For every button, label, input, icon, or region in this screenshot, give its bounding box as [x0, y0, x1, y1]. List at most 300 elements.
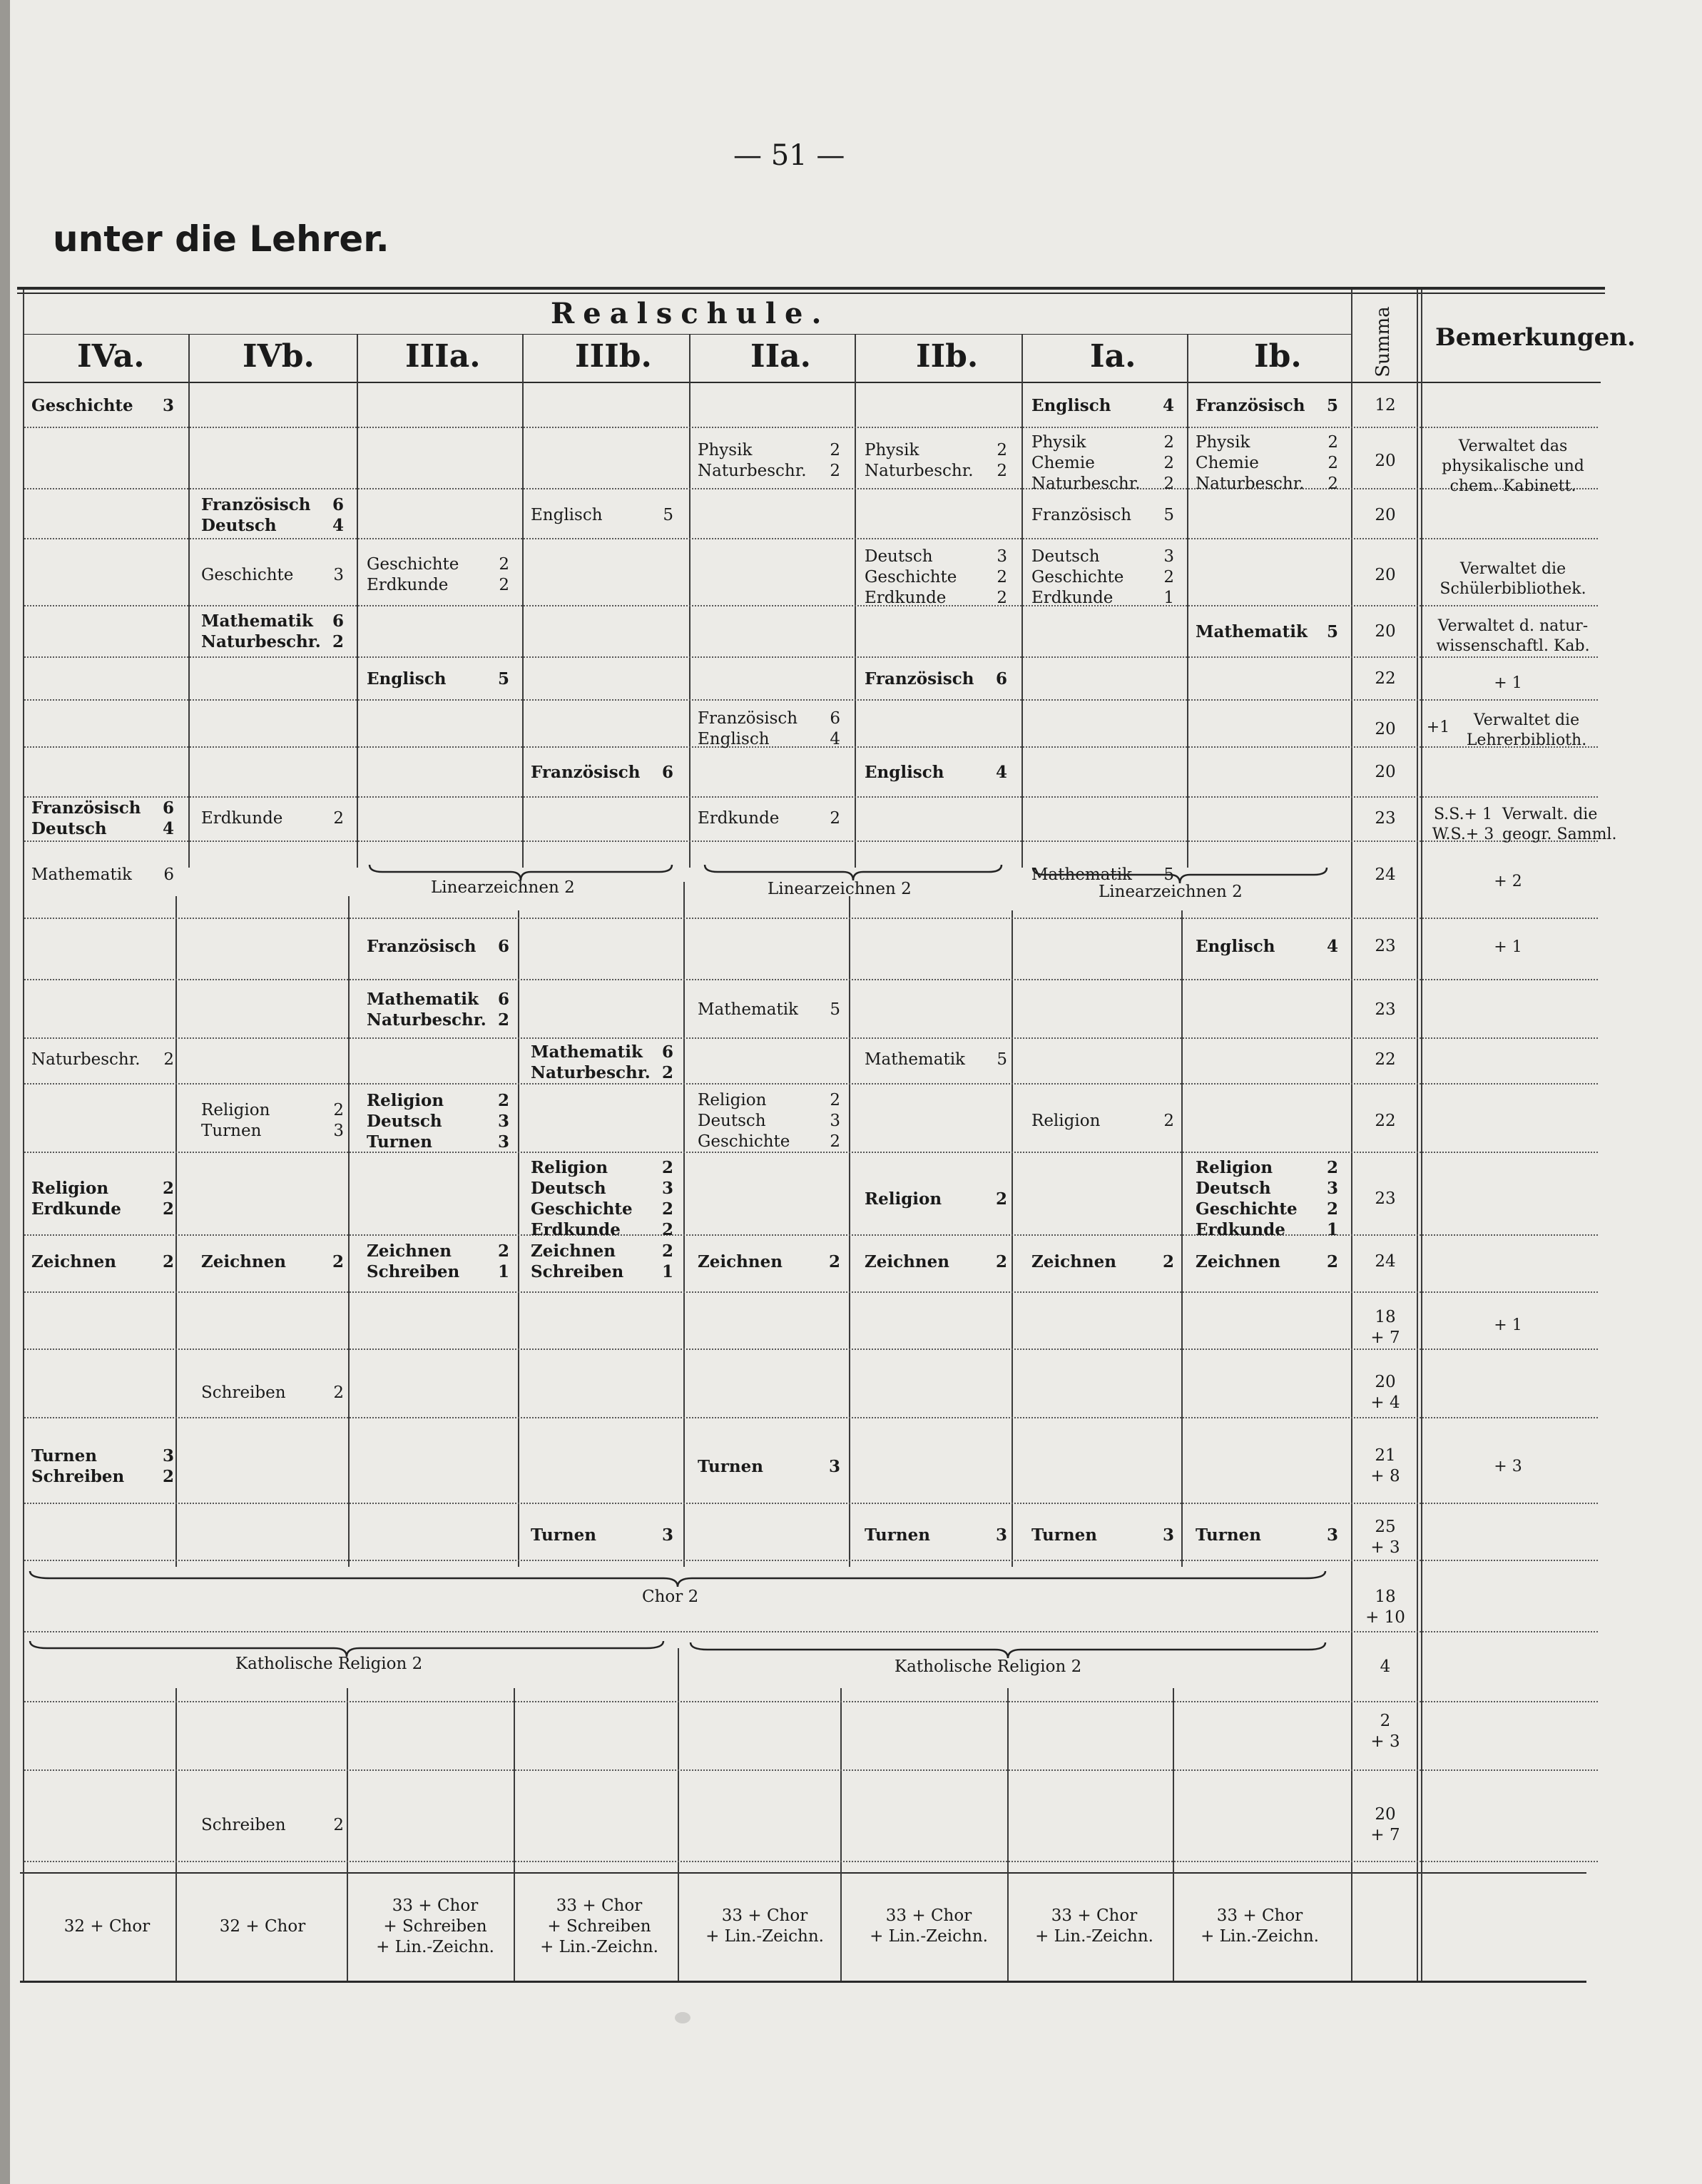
- summa-line: 24: [1375, 1251, 1396, 1271]
- subject-entry: [1196, 474, 1338, 494]
- hours-count: 6: [332, 495, 344, 514]
- hours-count: 6: [162, 798, 174, 818]
- summa-value: [1355, 1050, 1415, 1070]
- cell-IVb: [201, 1100, 344, 1142]
- hours-count: 5: [497, 669, 509, 689]
- col-line-1b: [175, 896, 177, 1567]
- remark: [1472, 872, 1544, 892]
- subject-name: Naturbeschr.: [865, 462, 974, 480]
- subject-name: Turnen: [865, 1525, 930, 1545]
- summa-value: [1355, 505, 1415, 526]
- subject-entry: [698, 1000, 840, 1020]
- cell-IIb: [865, 1050, 1007, 1070]
- cell-Ia: [1031, 505, 1174, 526]
- summa-value: [1355, 1307, 1415, 1349]
- subject-name: Religion: [531, 1158, 608, 1177]
- hours-count: 2: [661, 1158, 673, 1177]
- subject-entry: [367, 554, 509, 575]
- hours-count: 2: [333, 1383, 344, 1402]
- row-separator: [24, 1560, 1598, 1561]
- subject-name: Deutsch: [201, 516, 277, 535]
- subject-entry: [201, 1251, 344, 1272]
- summa-line: 4: [1380, 1657, 1391, 1676]
- subject-entry: [865, 1189, 1007, 1209]
- hours-count: 2: [497, 1090, 509, 1110]
- hours-count: 3: [995, 1525, 1007, 1545]
- brace-kath-1: [29, 1640, 665, 1658]
- subject-name: Englisch: [698, 730, 770, 748]
- summa-value: [1355, 1000, 1415, 1020]
- hours-count: 2: [995, 1251, 1007, 1271]
- hours-count: 2: [333, 1815, 344, 1834]
- hours-count: 2: [1163, 568, 1174, 586]
- subject-entry: [1196, 1199, 1338, 1219]
- remark: [1472, 1457, 1544, 1477]
- remark: [1472, 938, 1544, 958]
- row-separator: [24, 1417, 1598, 1418]
- cell-IIb: [865, 440, 1007, 482]
- subject-name: Physik: [1031, 433, 1086, 452]
- summa-line: 24: [1375, 865, 1396, 884]
- subject-entry: [1196, 1157, 1338, 1178]
- cell-Ib: [1196, 432, 1338, 494]
- cell-IIIb: [531, 1157, 673, 1240]
- subject-entry: [31, 865, 174, 885]
- subject-name: Deutsch: [865, 547, 933, 566]
- total-line: + Lin.-Zeichn.: [705, 1927, 824, 1946]
- cell-Ia: [1031, 395, 1174, 416]
- cell-IIb: [865, 762, 1007, 783]
- summa-value: [1355, 719, 1415, 740]
- hours-count: 3: [828, 1456, 840, 1476]
- hours-count: 4: [995, 762, 1007, 782]
- subject-name: Turnen: [531, 1525, 596, 1545]
- hours-count: 3: [162, 395, 174, 415]
- subject-entry: [1031, 474, 1174, 494]
- subject-name: Zeichnen: [31, 1251, 116, 1271]
- subject-name: Französisch: [698, 709, 798, 728]
- remark: [1424, 825, 1502, 845]
- hours-count: 3: [162, 1446, 174, 1466]
- class-header-Ia: Ia.: [1090, 338, 1136, 375]
- row-separator: [24, 1291, 1598, 1293]
- cell-IIb: [865, 1251, 1007, 1272]
- subject-entry: [1031, 1525, 1174, 1545]
- subject-entry: [367, 1261, 509, 1282]
- subject-entry: [31, 1199, 174, 1219]
- remark-line: + 2: [1494, 873, 1522, 890]
- subject-name: Französisch: [865, 669, 974, 689]
- row-separator: [24, 488, 1598, 489]
- remark-line: + 1: [1494, 1316, 1522, 1334]
- subject-name: Deutsch: [531, 1179, 606, 1198]
- col-line-6a: [1021, 334, 1023, 868]
- col-line-4c: [678, 1648, 679, 1981]
- cell-IVa: [31, 865, 174, 885]
- cell-IIb: [865, 669, 1007, 689]
- subject-name: Religion: [1196, 1158, 1273, 1177]
- hours-count: 2: [661, 1241, 673, 1261]
- hours-count: 1: [1326, 1220, 1338, 1239]
- hours-count: 2: [997, 568, 1007, 586]
- subject-name: Zeichnen: [1196, 1251, 1280, 1271]
- cell-IIa: [698, 1251, 840, 1272]
- group-title-rule: [23, 334, 1351, 335]
- page-number: — 51 —: [733, 139, 845, 172]
- remark-line: +1: [1426, 718, 1450, 736]
- cell-IIa: [698, 808, 840, 829]
- remark-line: W.S.+ 3: [1432, 826, 1494, 843]
- subject-name: Geschichte: [31, 395, 133, 415]
- remark: [1472, 674, 1544, 694]
- remark-line: Verwaltet das: [1458, 437, 1568, 455]
- remark-line: + 1: [1494, 938, 1522, 956]
- row-separator: [24, 1037, 1598, 1039]
- cell-Ib: [1196, 1525, 1338, 1545]
- col-line-5a: [855, 334, 856, 868]
- hours-count: 2: [1162, 1251, 1174, 1271]
- subject-entry: [1031, 1251, 1174, 1272]
- subject-entry: [698, 440, 840, 461]
- subject-name: Geschichte: [201, 565, 294, 584]
- subject-name: Naturbeschr.: [698, 462, 807, 480]
- subject-entry: [31, 1178, 174, 1199]
- summa-value: [1355, 565, 1415, 586]
- subject-name: Zeichnen: [201, 1251, 286, 1271]
- hours-count: 2: [828, 1251, 840, 1271]
- subject-name: Französisch: [31, 798, 141, 818]
- subject-entry: [1031, 395, 1174, 416]
- hours-count: 2: [332, 1251, 344, 1271]
- summa-value: [1355, 395, 1415, 416]
- subject-entry: [1031, 567, 1174, 588]
- subject-name: Französisch: [367, 936, 477, 956]
- remark: [1424, 559, 1602, 599]
- subject-name: Physik: [698, 441, 753, 459]
- subject-entry: [1031, 505, 1174, 526]
- subject-entry: [367, 1010, 509, 1030]
- summa-value: [1355, 1251, 1415, 1272]
- hours-count: 3: [661, 1525, 673, 1545]
- subject-entry: [201, 515, 344, 536]
- weekly-total: [184, 1916, 341, 1937]
- col-line-4a: [689, 334, 691, 868]
- col-line-6c: [1007, 1688, 1009, 1981]
- subject-name: Geschichte: [367, 555, 459, 574]
- hours-count: 6: [661, 762, 673, 782]
- hours-count: 5: [830, 1000, 840, 1019]
- row-separator: [24, 1769, 1598, 1771]
- subject-entry: [865, 547, 1007, 567]
- col-line-1a: [188, 334, 190, 868]
- weekly-total: [850, 1906, 1007, 1947]
- summa-value: [1355, 1111, 1415, 1132]
- cell-IIb: [865, 1189, 1007, 1209]
- weekly-total: [29, 1916, 185, 1937]
- subject-entry: [531, 1157, 673, 1178]
- row-separator: [24, 796, 1598, 798]
- subject-entry: [201, 631, 344, 652]
- summa-value: [1355, 1804, 1415, 1846]
- summa-line: + 8: [1370, 1467, 1400, 1485]
- summa-line: 20: [1375, 621, 1396, 641]
- subject-entry: [201, 494, 344, 515]
- subject-name: Französisch: [1196, 395, 1305, 415]
- col-line-3b: [518, 910, 519, 1567]
- subject-entry: [31, 1251, 174, 1272]
- row-separator: [24, 656, 1598, 658]
- cell-IIIa: [367, 1090, 509, 1152]
- summa-line-left: [1351, 290, 1352, 1981]
- col-line-4b: [683, 882, 685, 1567]
- hours-count: 6: [995, 669, 1007, 689]
- cell-IIIb: [531, 1525, 673, 1545]
- hours-count: 4: [162, 819, 174, 838]
- subject-entry: [1031, 588, 1174, 609]
- summa-line: 20: [1375, 565, 1396, 584]
- row-separator: [24, 1861, 1598, 1862]
- remark: [1424, 805, 1502, 825]
- hours-count: 5: [997, 1050, 1007, 1069]
- hours-count: 6: [332, 611, 344, 631]
- summa-value: [1355, 1657, 1415, 1677]
- remark: [1502, 805, 1598, 825]
- hours-count: 2: [1163, 1111, 1174, 1130]
- hours-count: 4: [332, 516, 344, 535]
- hours-count: 5: [1326, 621, 1338, 641]
- hours-count: 2: [333, 1101, 344, 1119]
- subject-name: Naturbeschr.: [201, 632, 321, 651]
- summa-line: 25: [1375, 1518, 1396, 1536]
- summa-value: [1355, 621, 1415, 642]
- subject-entry: [698, 708, 840, 729]
- hours-count: 2: [661, 1063, 673, 1082]
- subject-name: Englisch: [367, 669, 447, 689]
- subject-name: Zeichnen: [531, 1241, 616, 1261]
- cell-IVa: [31, 798, 174, 839]
- subject-name: Religion: [31, 1179, 109, 1198]
- subject-name: Naturbeschr.: [1031, 474, 1141, 493]
- subject-name: Erdkunde: [31, 1199, 121, 1219]
- col-line-6b: [1011, 910, 1013, 1567]
- hours-count: 4: [1326, 936, 1338, 956]
- summa-value: [1355, 865, 1415, 885]
- subject-name: Deutsch: [31, 819, 107, 838]
- subject-name: Zeichnen: [865, 1251, 949, 1271]
- cell-IIIb: [531, 1042, 673, 1083]
- row-separator: [24, 605, 1598, 606]
- subject-entry: [367, 1132, 509, 1152]
- subject-entry: [698, 1456, 840, 1477]
- subject-entry: [31, 395, 174, 416]
- row-separator: [24, 1083, 1598, 1085]
- cell-IIb: [865, 547, 1007, 609]
- weekly-total: [686, 1906, 843, 1947]
- subject-entry: [31, 1050, 174, 1070]
- summa-value: [1355, 808, 1415, 829]
- subject-entry: [201, 1815, 344, 1836]
- subject-name: Mathematik: [1031, 865, 1132, 884]
- col-line-2b: [348, 896, 350, 1567]
- col-line-2c: [347, 1688, 348, 1981]
- hours-count: 3: [497, 1111, 509, 1131]
- cell-IIIa: [367, 936, 509, 957]
- total-line: 33 + Chor: [392, 1896, 479, 1915]
- cell-IVb: [201, 611, 344, 652]
- subject-entry: [1031, 453, 1174, 474]
- subject-name: Erdkunde: [1196, 1220, 1285, 1239]
- subject-entry: [865, 588, 1007, 609]
- remark-line: Verwaltet die: [1473, 711, 1580, 729]
- subject-name: Geschichte: [865, 568, 957, 586]
- subject-name: Physik: [865, 441, 919, 459]
- subject-name: Naturbeschr.: [31, 1050, 141, 1069]
- subject-name: Englisch: [1196, 936, 1275, 956]
- remark-line: physikalische und: [1442, 457, 1584, 475]
- cell-IIa: [698, 708, 840, 750]
- cell-IIIb: [531, 762, 673, 783]
- class-header-IIb: IIb.: [916, 338, 979, 375]
- subject-entry: [865, 762, 1007, 783]
- hours-count: 2: [1328, 474, 1338, 493]
- remark: [1455, 711, 1598, 751]
- summa-line: + 10: [1365, 1608, 1405, 1627]
- col-line-2a: [357, 334, 358, 868]
- cell-IVb: [201, 565, 344, 586]
- subject-name: Geschichte: [1196, 1199, 1298, 1219]
- subject-name: Englisch: [865, 762, 944, 782]
- hours-count: 3: [661, 1179, 673, 1198]
- subject-name: Schreiben: [31, 1467, 125, 1486]
- cell-IIIb: [531, 1241, 673, 1282]
- paper-stain: [675, 2012, 691, 2023]
- cell-IVb: [201, 1815, 344, 1836]
- subject-entry: [698, 1251, 840, 1272]
- hours-count: 6: [163, 865, 174, 884]
- hours-count: 6: [830, 709, 840, 728]
- subject-entry: [367, 936, 509, 957]
- subject-entry: [1196, 453, 1338, 474]
- subject-name: Religion: [367, 1090, 444, 1110]
- subject-entry: [1196, 936, 1338, 957]
- weekly-total: [1016, 1906, 1173, 1947]
- subject-entry: [698, 1111, 840, 1132]
- subject-entry: [201, 1100, 344, 1121]
- cell-Ia: [1031, 432, 1174, 494]
- span-label: Chor 2: [642, 1588, 699, 1606]
- subject-name: Turnen: [31, 1446, 97, 1466]
- summa-value: [1355, 1372, 1415, 1413]
- hours-count: 2: [997, 462, 1007, 480]
- subject-entry: [201, 565, 344, 586]
- hours-count: 2: [162, 1199, 174, 1219]
- subject-name: Erdkunde: [865, 589, 947, 607]
- subject-entry: [531, 1199, 673, 1219]
- remark: [1502, 825, 1617, 845]
- subject-name: Zeichnen: [367, 1241, 452, 1261]
- subject-entry: [698, 729, 840, 750]
- subject-entry: [201, 808, 344, 829]
- total-line: 32 + Chor: [219, 1916, 306, 1936]
- remark-line: geogr. Samml.: [1502, 826, 1617, 843]
- total-line: + Schreiben: [383, 1916, 487, 1936]
- hours-count: 2: [830, 1132, 840, 1151]
- subject-entry: [1031, 432, 1174, 453]
- total-line: + Lin.-Zeichn.: [1201, 1927, 1319, 1946]
- col-line-7c: [1173, 1688, 1174, 1981]
- subject-entry: [865, 440, 1007, 461]
- subject-name: Englisch: [1031, 395, 1111, 415]
- subject-entry: [201, 1121, 344, 1142]
- subject-name: Mathematik: [865, 1050, 965, 1069]
- cell-IVb: [201, 494, 344, 536]
- cell-IIa: [698, 440, 840, 482]
- span-label: Linearzeichnen 2: [1099, 883, 1243, 901]
- cell-Ia: [1031, 1251, 1174, 1272]
- subject-entry: [698, 1132, 840, 1152]
- subject-name: Mathematik: [531, 1042, 643, 1062]
- col-line-7b: [1181, 910, 1183, 1567]
- remark: [1424, 718, 1452, 738]
- cell-IIIb: [531, 505, 673, 526]
- hours-count: 5: [1163, 865, 1174, 884]
- subject-entry: [367, 669, 509, 689]
- hours-count: 2: [661, 1220, 673, 1239]
- subject-name: Naturbeschr.: [367, 1010, 486, 1030]
- summa-value: [1355, 669, 1415, 689]
- hours-count: 1: [497, 1262, 509, 1281]
- subject-entry: [865, 1251, 1007, 1272]
- subject-name: Physik: [1196, 433, 1250, 452]
- remark-line: Verwalt. die: [1502, 806, 1598, 823]
- row-separator: [24, 699, 1598, 701]
- subject-name: Mathematik: [201, 611, 313, 631]
- row-separator: [24, 538, 1598, 539]
- cell-Ib: [1196, 1251, 1338, 1272]
- hours-count: 2: [830, 462, 840, 480]
- summa-line: + 7: [1370, 1826, 1400, 1844]
- summa-line: 23: [1375, 1189, 1396, 1208]
- subject-name: Chemie: [1196, 454, 1259, 472]
- cell-Ia: [1031, 1525, 1174, 1545]
- col-line-1c: [175, 1688, 177, 1981]
- summa-line: 20: [1375, 451, 1396, 470]
- subject-name: Geschichte: [698, 1132, 790, 1151]
- hours-count: 2: [162, 1179, 174, 1198]
- subject-name: Mathematik: [31, 865, 132, 884]
- subject-entry: [1196, 1178, 1338, 1199]
- subject-entry: [1196, 1251, 1338, 1272]
- hours-count: 5: [663, 505, 673, 524]
- class-header-IIIa: IIIa.: [405, 338, 481, 375]
- subject-entry: [1196, 621, 1338, 642]
- remark: [1424, 437, 1602, 497]
- subject-entry: [1196, 1219, 1338, 1240]
- subject-name: Erdkunde: [201, 808, 283, 828]
- subject-entry: [531, 1042, 673, 1062]
- hours-count: 3: [997, 547, 1007, 566]
- hours-count: 2: [499, 555, 509, 574]
- summa-header-cell: [1355, 301, 1412, 380]
- subject-entry: [201, 1383, 344, 1403]
- remark-line: Verwaltet d. natur-: [1437, 617, 1589, 635]
- summa-line: 23: [1375, 936, 1396, 955]
- subject-entry: [31, 1446, 174, 1466]
- subject-entry: [531, 1261, 673, 1282]
- hours-count: 3: [1326, 1179, 1338, 1198]
- subject-entry: [865, 567, 1007, 588]
- col-line-3c: [514, 1688, 515, 1981]
